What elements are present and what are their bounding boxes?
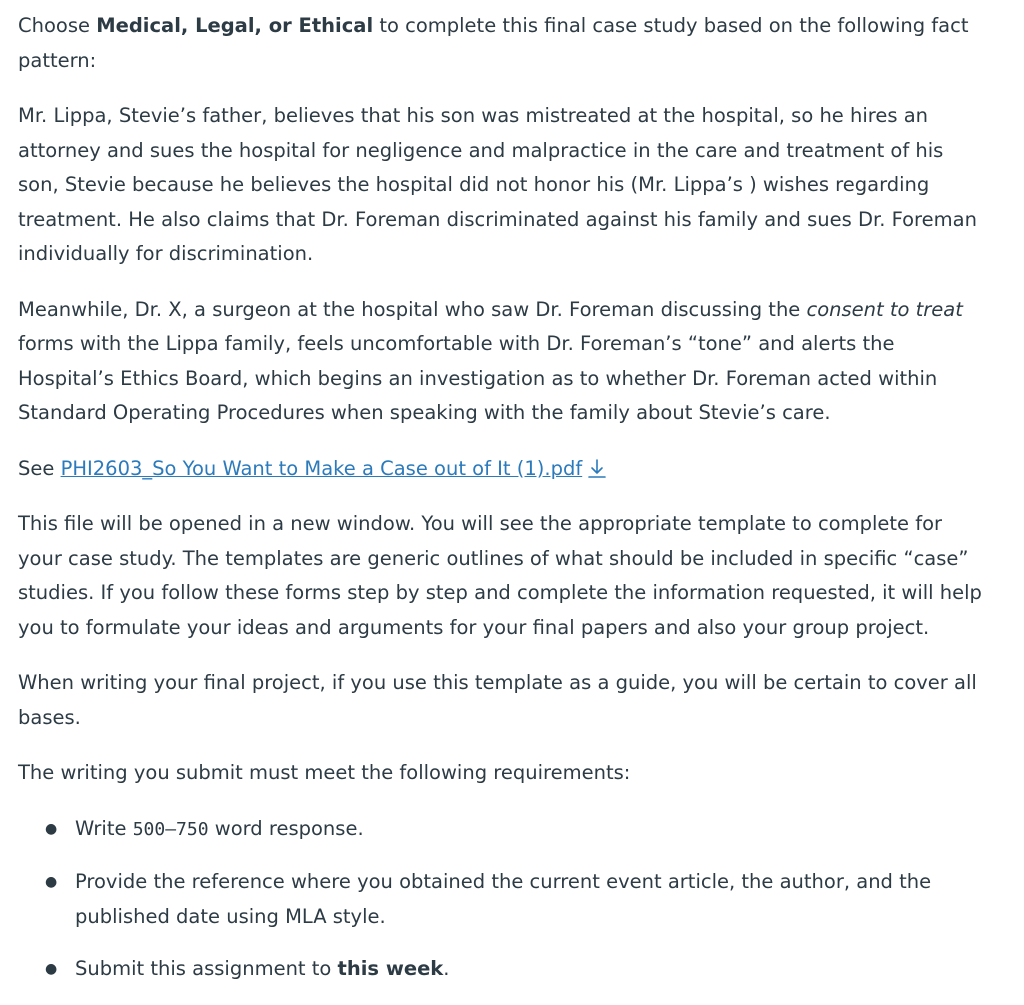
assignment-description bbox=[18, 9, 1024, 1005]
bullet-icon: ● bbox=[45, 820, 58, 837]
pdf-file-link[interactable]: PHI2603_So You Want to Make a Case out of It (1).pdf bbox=[60, 456, 583, 480]
list-item: ● Submit this assignment to this week. bbox=[18, 952, 1024, 987]
fact-pattern-paragraph: Mr. Lippa, Stevie’s father, believes that his son was mistreated at the hospital, so he hires an attorney and sues the hospital for negligence and malpractice in the care and treatment of his son, Stevie because he believes the hospital did not honor his (Mr. Lippa’s ) wishes regarding treatment. He also claims that Dr. Foreman discriminated against his family and sues Dr. Foreman individually for discrimination. bbox=[18, 104, 977, 265]
requirements-heading: The writing you submit must meet the following requirements: bbox=[18, 761, 631, 784]
requirements-list bbox=[18, 812, 1024, 987]
deadline-bold: this week bbox=[337, 957, 444, 980]
download-icon[interactable] bbox=[586, 456, 608, 478]
intro-paragraph bbox=[18, 9, 1024, 78]
intro-line-2: pattern: bbox=[18, 48, 97, 72]
list-item: ● Provide the reference where you obtained the current event article, the author, and the published date using MLA style. bbox=[18, 865, 1024, 934]
intro-line-1: Choose Medical, Legal, or Ethical to complete this final case study based on the following fact bbox=[18, 14, 969, 37]
consent-to-treat-emphasis: consent to treat bbox=[806, 297, 963, 321]
ethics-board-paragraph: Meanwhile, Dr. X, a surgeon at the hospital who saw Dr. Foreman discussing the consent to treat forms with the Lippa family, feels uncomfortable with Dr. Foreman’s “tone” and alerts the Hospital’s Ethics Board, which begins an investigation as to whether Dr. Foreman acted within Standard Operating Procedures when speaking with the family about Stevie’s care. bbox=[18, 297, 963, 424]
file-link-paragraph: See PHI2603_So You Want to Make a Case out of It (1).pdf bbox=[18, 452, 1024, 487]
bullet-icon: ● bbox=[45, 874, 58, 890]
bullet-icon: ● bbox=[45, 961, 58, 977]
word-count-range: 500–750 bbox=[132, 818, 209, 840]
template-info-paragraph: This file will be opened in a new window. You will see the appropriate template to complete for your case study. The templates are generic outlines of what should be included in specific “case” studies. If you follow these forms step by step and complete the information requested, it will help you to formulate your ideas and arguments for your final papers and also your group project. bbox=[18, 512, 982, 639]
list-item: ● Write 500–750 word response. bbox=[18, 812, 1024, 848]
final-project-paragraph: When writing your final project, if you use this template as a guide, you will be certain to cover all bases. bbox=[18, 671, 977, 729]
case-options-bold: Medical, Legal, or Ethical bbox=[96, 14, 374, 37]
